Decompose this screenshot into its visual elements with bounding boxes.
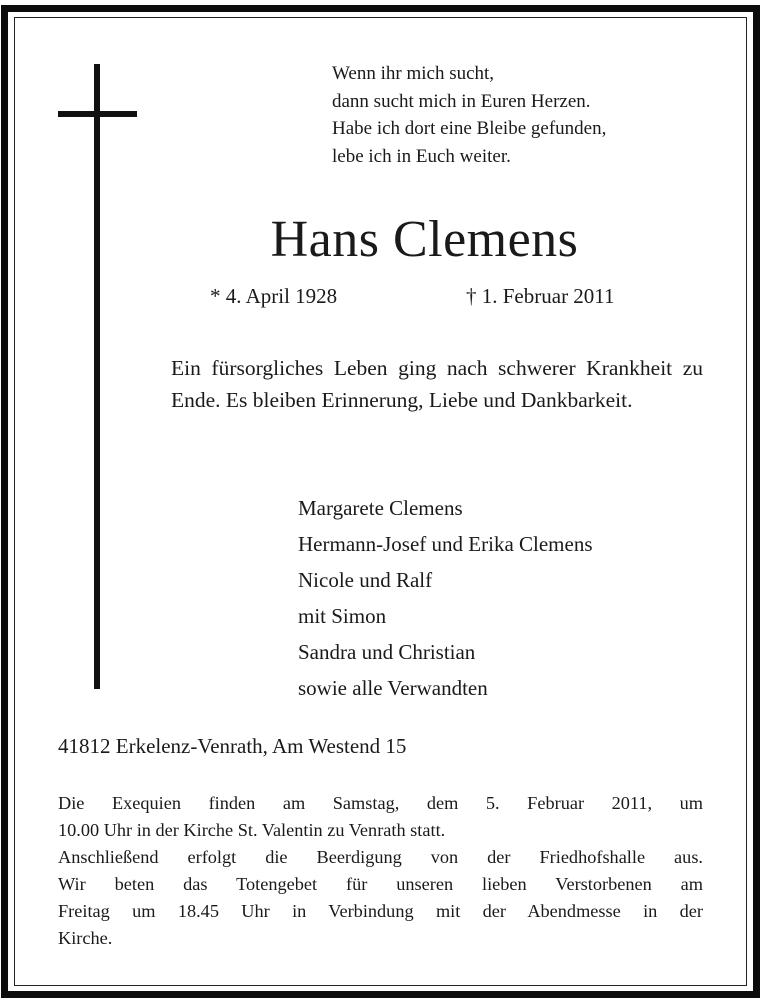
service-line: Kirche. bbox=[58, 928, 113, 948]
poem-line: Habe ich dort eine Bleibe gefunden, bbox=[332, 118, 607, 139]
poem-line: Wenn ihr mich sucht, bbox=[332, 63, 495, 84]
death-date: † 1. Februar 2011 bbox=[466, 284, 615, 308]
tribute-text: Ein fürsorgliches Leben ging nach schwerer Krankheit zu Ende. Es bleiben Erinnerung, Liebe und Dankbarkeit. bbox=[171, 356, 703, 412]
service-line: Freitag um 18.45 Uhr in Verbindung mit der Abendmesse in der bbox=[58, 901, 703, 921]
service-line: Anschließend erfolgt die Beerdigung von der Friedhofshalle aus. bbox=[58, 847, 703, 867]
service-line: Die Exequien finden am Samstag, dem 5. Februar 2011, um bbox=[58, 793, 703, 813]
birth-date: * 4. April 1928 bbox=[210, 284, 338, 308]
mourner: Nicole und Ralf bbox=[298, 568, 433, 592]
mourner: Margarete Clemens bbox=[298, 496, 463, 520]
poem-line: dann sucht mich in Euren Herzen. bbox=[332, 90, 591, 112]
poem bbox=[332, 60, 606, 170]
mourners-list bbox=[298, 490, 593, 706]
cross-vertical-bar bbox=[94, 64, 100, 689]
service-line: Wir beten das Totengebet für unseren lieben Verstorbenen am bbox=[58, 874, 703, 894]
service-line: 10.00 Uhr in der Kirche St. Valentin zu Venrath statt. bbox=[58, 820, 446, 840]
mourner: Hermann-Josef und Erika Clemens bbox=[298, 532, 593, 556]
service-info bbox=[58, 790, 703, 952]
address: 41812 Erkelenz-Venrath, Am Westend 15 bbox=[58, 734, 407, 758]
deceased-name: Hans Clemens bbox=[270, 211, 579, 268]
cross-horizontal-bar bbox=[58, 111, 137, 117]
mourner: Sandra und Christian bbox=[298, 640, 476, 664]
poem-line: lebe ich in Euch weiter. bbox=[332, 145, 511, 167]
mourner: sowie alle Verwandten bbox=[298, 676, 488, 700]
mourner: mit Simon bbox=[298, 604, 387, 628]
